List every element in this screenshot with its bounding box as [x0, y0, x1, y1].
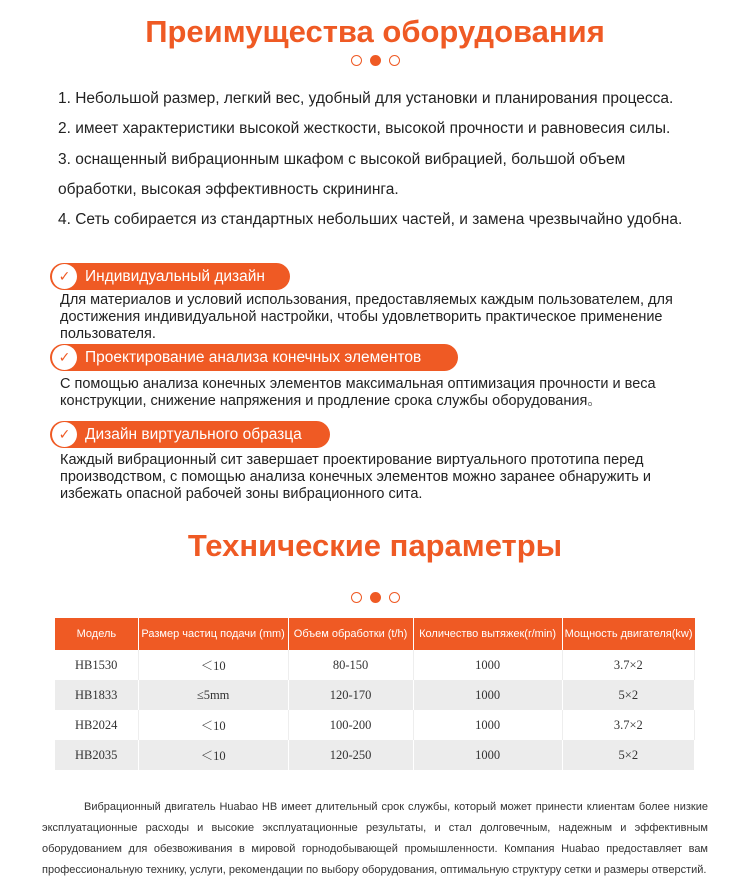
table-cell: 1000: [413, 680, 562, 710]
advantage-item-continued: обработки, высокая эффективность скрининга.: [58, 181, 399, 198]
check-icon: ✓: [52, 264, 77, 289]
table-cell: 100-200: [288, 710, 413, 740]
table-cell: 1000: [413, 740, 562, 770]
feature-heading-label: Проектирование анализа конечных элементов: [85, 348, 422, 366]
dot-icon: [370, 592, 381, 603]
table-cell: ＜10: [138, 740, 288, 770]
section-title-specs: Технические параметры: [187, 528, 563, 563]
table-cell: 5×2: [562, 680, 694, 710]
title-decoration-dots: [0, 55, 750, 66]
advantage-item: 1. Небольшой размер, легкий вес, удобный для установки и планирования процесса.: [58, 90, 674, 107]
footer-description: Вибрационный двигатель Huabao HB имеет длительный срок службы, который может принести клиентам более низкие эксплуатационные расходы и высокие эксплуатационные результаты, и стал долговечным, надежным и эффективным оборудованием для обезвоживания в мировой горнодобывающей промышленности. Компания Huabao предоставляет вам профессиональную технику, услуги, рекомендации по выбору оборудования, оптимальную структуру сетки и размеры отверстий.: [42, 801, 708, 876]
table-cell: HB2024: [55, 710, 138, 740]
table-cell: HB2035: [55, 740, 138, 770]
table-cell: HB1530: [55, 650, 138, 680]
table-cell: 120-170: [288, 680, 413, 710]
column-header: Количество вытяжек(r/min): [413, 618, 562, 650]
table-row: [55, 680, 695, 710]
column-header: Модель: [55, 618, 138, 650]
table-cell: 5×2: [562, 740, 694, 770]
dot-icon: [389, 55, 400, 66]
feature-heading-fea-design: [50, 344, 458, 371]
advantage-item: 3. оснащенный вибрационным шкафом с высокой вибрацией, большой объем: [58, 151, 626, 168]
feature-heading-label: Индивидуальный дизайн: [85, 267, 265, 285]
column-header: Объем обработки (t/h): [288, 618, 413, 650]
table-cell: 3.7×2: [562, 650, 694, 680]
dot-icon: [389, 592, 400, 603]
table-cell: ＜10: [138, 650, 288, 680]
table-cell: 3.7×2: [562, 710, 694, 740]
dot-icon: [370, 55, 381, 66]
table-row: [55, 740, 695, 770]
table-cell: 120-250: [288, 740, 413, 770]
feature-heading-custom-design: [50, 263, 290, 290]
section-title-advantages: Преимущества оборудования: [145, 14, 605, 49]
advantage-item: 4. Сеть собирается из стандартных небольших частей, и замена чрезвычайно удобна.: [58, 211, 683, 228]
dot-icon: [351, 592, 362, 603]
check-icon: ✓: [52, 345, 77, 370]
feature-description: Для материалов и условий использования, предоставляемых каждым пользователем, для достижения индивидуальной настройки, чтобы удовлетворить практическое применение пользователя.: [60, 292, 673, 342]
column-header: Размер частиц подачи (mm): [138, 618, 288, 650]
dot-icon: [351, 55, 362, 66]
table-cell: 80-150: [288, 650, 413, 680]
table-cell: 1000: [413, 650, 562, 680]
feature-description: С помощью анализа конечных элементов максимальная оптимизация прочности и веса конструкции, снижение напряжения и продление срока службы оборудования。: [60, 376, 656, 409]
table-cell: 1000: [413, 710, 562, 740]
table-cell: HB1833: [55, 680, 138, 710]
table-cell: ＜10: [138, 710, 288, 740]
title-decoration-dots: [0, 592, 750, 603]
feature-heading-virtual-prototype: [50, 421, 330, 448]
check-icon: ✓: [52, 422, 77, 447]
feature-description: Каждый вибрационный сит завершает проектирование виртуального прототипа перед производством, с помощью анализа конечных элементов можно заранее обнаружить и избежать опасной рабочей зоны вибрационного сита.: [60, 452, 651, 502]
advantage-item: 2. имеет характеристики высокой жесткости, высокой прочности и равновесия силы.: [58, 120, 671, 137]
specs-table: [55, 618, 695, 770]
column-header: Мощность двигателя(kw): [562, 618, 694, 650]
feature-heading-label: Дизайн виртуального образца: [85, 425, 302, 443]
table-row: [55, 650, 695, 680]
table-row: [55, 710, 695, 740]
table-cell: ≤5mm: [138, 680, 288, 710]
table-header-row: [55, 618, 695, 650]
